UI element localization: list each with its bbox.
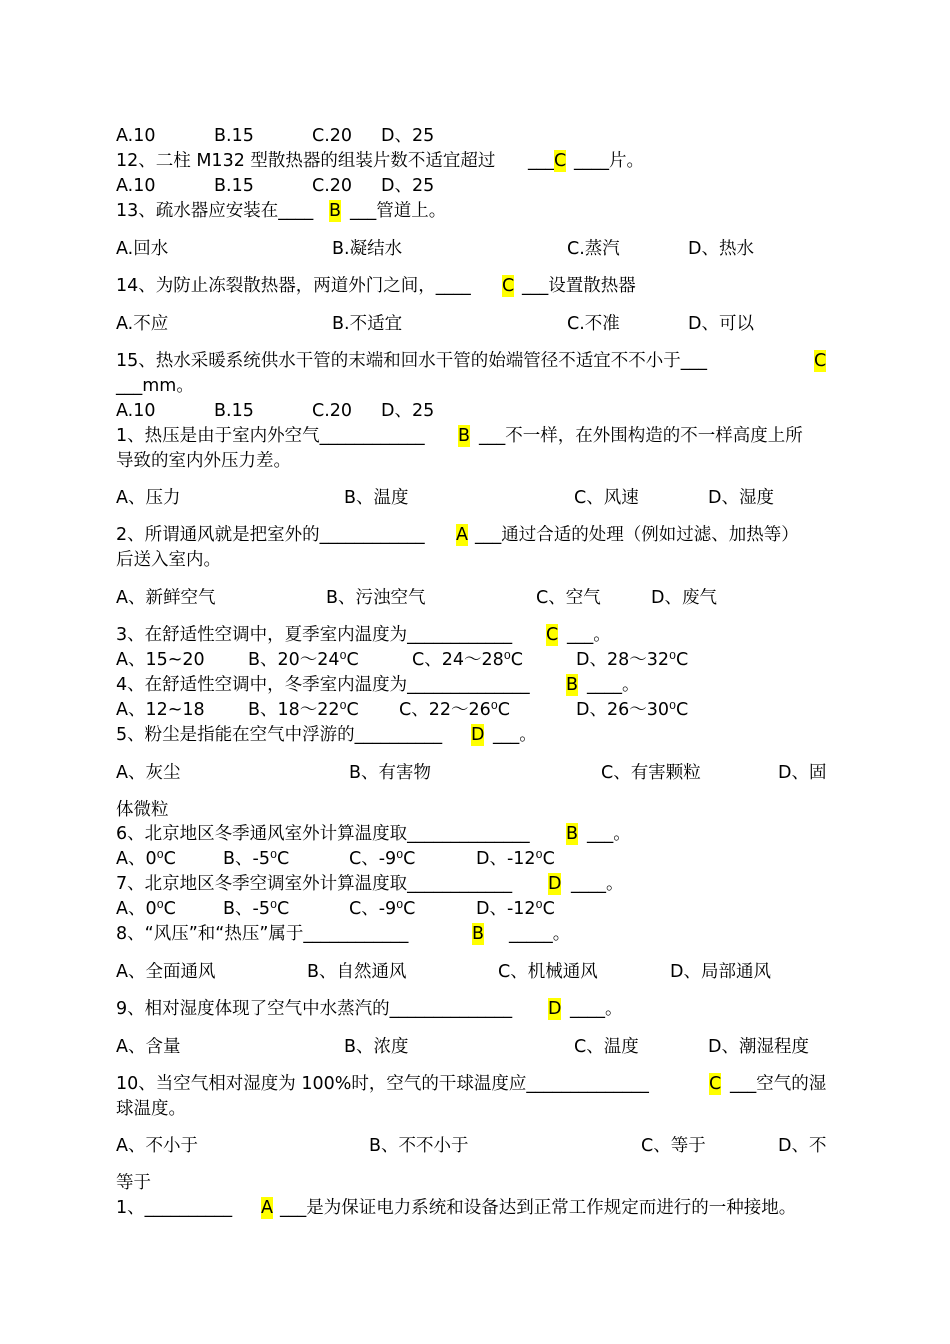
- text-segment: B、不不小于: [369, 1136, 469, 1156]
- text-segment: D、26～30⁰C: [576, 700, 689, 720]
- text-segment: A、新鲜空气: [116, 588, 216, 608]
- text-segment: A、0⁰C: [116, 849, 176, 869]
- answer-highlight: B: [566, 824, 579, 844]
- answer-highlight: B: [329, 201, 342, 221]
- text-segment: 13、疏水器应安装在____: [116, 201, 314, 221]
- text-segment: 8、“风压”和“热压”属于____________: [116, 924, 409, 944]
- answer-highlight: A: [261, 1198, 273, 1218]
- text-segment: C.不准: [567, 314, 620, 334]
- text-segment: 12、二柱 M132 型散热器的组装片数不适宜超过: [116, 151, 496, 171]
- text-segment: D、25: [381, 401, 435, 421]
- text-segment: D、不: [778, 1136, 827, 1156]
- text-segment: A.回水: [116, 239, 169, 259]
- text-segment: 14、为防止冻裂散热器，两道外门之间，____: [116, 276, 471, 296]
- text-segment: B.不适宜: [332, 314, 403, 334]
- text-segment: 10、当空气相对湿度为 100%时，空气的干球温度应______________: [116, 1074, 649, 1094]
- text-segment: ___设置散热器: [522, 276, 636, 296]
- text-segment: ___通过合适的处理（例如过滤、加热等）: [475, 525, 799, 545]
- text-segment: B、温度: [344, 488, 409, 508]
- text-segment: D、湿度: [708, 488, 774, 508]
- text-segment: B、污浊空气: [326, 588, 426, 608]
- text-segment: C.20: [312, 401, 353, 421]
- text-segment: A、灰尘: [116, 763, 181, 783]
- text-segment: B.凝结水: [332, 239, 403, 259]
- text-segment: A.10: [116, 126, 156, 146]
- text-segment: 5、粉尘是指能在空气中浮游的__________: [116, 725, 443, 745]
- text-segment: B、-5⁰C: [223, 849, 290, 869]
- text-segment: D、固: [778, 763, 827, 783]
- text-segment: A.10: [116, 176, 156, 196]
- text-segment: ___不一样，在外围构造的不一样高度上所: [479, 426, 803, 446]
- text-segment: A.10: [116, 401, 156, 421]
- text-segment: C.20: [312, 126, 353, 146]
- text-segment: ____。: [587, 675, 640, 695]
- text-segment: 1、热压是由于室内外空气____________: [116, 426, 425, 446]
- answer-highlight: D: [548, 999, 562, 1019]
- answer-highlight: B: [472, 924, 485, 944]
- text-segment: C、22～26⁰C: [399, 700, 510, 720]
- text-segment: B、-5⁰C: [223, 899, 290, 919]
- text-segment: B、20～24⁰C: [248, 650, 359, 670]
- answer-highlight: C: [546, 625, 559, 645]
- text-segment: 6、北京地区冬季通风室外计算温度取______________: [116, 824, 530, 844]
- answer-highlight: C: [502, 276, 515, 296]
- text-segment: B、浓度: [344, 1037, 409, 1057]
- answer-highlight: A: [456, 525, 468, 545]
- text-segment: 球温度。: [116, 1099, 186, 1119]
- text-segment: A、15~20: [116, 650, 205, 670]
- text-segment: A.不应: [116, 314, 169, 334]
- text-segment: C、-9⁰C: [349, 849, 416, 869]
- answer-highlight: D: [548, 874, 562, 894]
- text-segment: ___。: [493, 725, 537, 745]
- text-segment: 2、所谓通风就是把室外的____________: [116, 525, 425, 545]
- text-segment: C、空气: [536, 588, 601, 608]
- text-segment: ___mm。: [116, 376, 194, 396]
- answer-highlight: D: [471, 725, 485, 745]
- text-segment: ____片。: [574, 151, 644, 171]
- text-segment: C、机械通风: [498, 962, 598, 982]
- text-segment: A、不小于: [116, 1136, 198, 1156]
- text-segment: 3、在舒适性空调中，夏季室内温度为____________: [116, 625, 513, 645]
- text-segment: ____。: [571, 874, 624, 894]
- answer-highlight: C: [709, 1074, 722, 1094]
- text-segment: 1、__________: [116, 1198, 233, 1218]
- answer-highlight: C: [554, 151, 567, 171]
- text-segment: A、压力: [116, 488, 181, 508]
- text-segment: 等于: [116, 1173, 151, 1193]
- text-segment: ___管道上。: [350, 201, 447, 221]
- text-segment: ____。: [570, 999, 623, 1019]
- text-segment: B.15: [214, 401, 254, 421]
- text-segment: 15、热水采暖系统供水干管的末端和回水干管的始端管径不适宜不不小于___: [116, 351, 708, 371]
- text-segment: D、-12⁰C: [476, 899, 555, 919]
- answer-highlight: B: [566, 675, 579, 695]
- answer-highlight: B: [458, 426, 471, 446]
- text-segment: A、全面通风: [116, 962, 216, 982]
- text-segment: _____。: [509, 924, 571, 944]
- text-segment: 体微粒: [116, 800, 169, 820]
- text-segment: B.15: [214, 126, 254, 146]
- text-segment: A、含量: [116, 1037, 181, 1057]
- text-segment: A、0⁰C: [116, 899, 176, 919]
- text-segment: B、自然通风: [307, 962, 407, 982]
- text-segment: D、废气: [651, 588, 717, 608]
- text-segment: B、18～22⁰C: [248, 700, 359, 720]
- text-segment: C、温度: [574, 1037, 639, 1057]
- text-segment: C.蒸汽: [567, 239, 620, 259]
- text-segment: 7、北京地区冬季空调室外计算温度取____________: [116, 874, 513, 894]
- text-segment: 后送入室内。: [116, 550, 221, 570]
- text-segment: C、等于: [641, 1136, 706, 1156]
- text-segment: D、局部通风: [670, 962, 771, 982]
- text-segment: D、热水: [688, 239, 754, 259]
- text-segment: ___。: [567, 625, 611, 645]
- text-segment: B.15: [214, 176, 254, 196]
- text-segment: C、风速: [574, 488, 639, 508]
- text-segment: C.20: [312, 176, 353, 196]
- text-segment: ___: [528, 151, 555, 171]
- text-segment: ___。: [587, 824, 631, 844]
- text-segment: D、25: [381, 176, 435, 196]
- text-segment: D、28～32⁰C: [576, 650, 689, 670]
- text-segment: D、可以: [688, 314, 754, 334]
- text-segment: D、潮湿程度: [708, 1037, 809, 1057]
- text-segment: D、25: [381, 126, 435, 146]
- text-segment: 4、在舒适性空调中，冬季室内温度为______________: [116, 675, 530, 695]
- text-segment: ___空气的湿: [730, 1074, 827, 1094]
- text-segment: 导致的室内外压力差。: [116, 451, 291, 471]
- text-segment: C、有害颗粒: [601, 763, 701, 783]
- text-segment: 9、相对湿度体现了空气中水蒸汽的______________: [116, 999, 513, 1019]
- text-segment: D、-12⁰C: [476, 849, 555, 869]
- text-segment: B、有害物: [349, 763, 432, 783]
- text-segment: C、24～28⁰C: [412, 650, 523, 670]
- answer-highlight: C: [814, 351, 827, 371]
- text-segment: ___是为保证电力系统和设备达到正常工作规定而进行的一种接地。: [280, 1198, 797, 1218]
- text-segment: C、-9⁰C: [349, 899, 416, 919]
- text-segment: A、12~18: [116, 700, 205, 720]
